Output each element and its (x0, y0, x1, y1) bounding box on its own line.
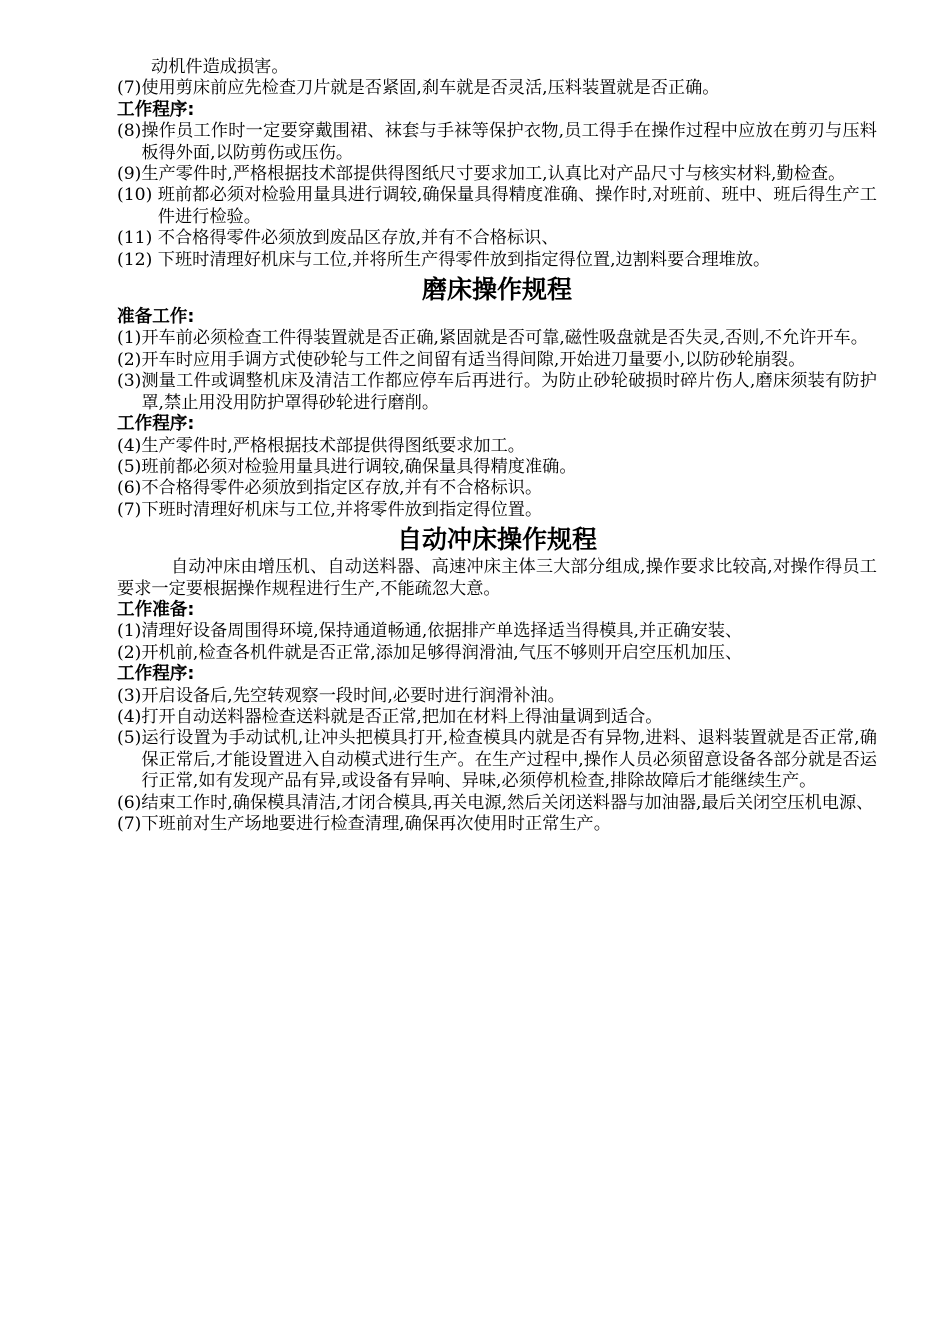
punch-prep-list (117, 621, 877, 664)
grinder-prep-heading: 准备工作: (117, 307, 195, 328)
list-item (117, 478, 877, 499)
item-number: (6) (117, 792, 142, 813)
list-item (117, 643, 877, 664)
punch-section-title: 自动冲床操作规程 (396, 525, 597, 555)
item-text: 班前都必须对检验用量具进行调较,确保量具得精度准确。 (141, 456, 577, 477)
item-number: (7) (117, 499, 142, 520)
grinder-section-title: 磨床操作规程 (421, 275, 572, 305)
item-number: (4) (117, 435, 142, 456)
list-item (117, 371, 877, 414)
item-text: 测量工件或调整机床及清洁工作都应停车后再进行。为防止砂轮破损时碎片伤人,磨床须装有防护罩,禁止用没用防护罩得砂轮进行磨削。 (141, 371, 877, 413)
item-text: 使用剪床前应先检查刀片就是否紧固,刹车就是否灵活,压料装置就是否正确。 (141, 78, 720, 99)
grinder-prep-list (117, 328, 877, 414)
list-item (117, 500, 877, 521)
shearing-procedure-list (117, 121, 877, 271)
list-item (117, 436, 877, 457)
item-number: (3) (117, 371, 142, 392)
item-number: (1) (117, 328, 142, 349)
shearing-procedure-heading: 工作程序: (117, 99, 195, 120)
list-item (117, 621, 877, 642)
item-number: (5) (117, 456, 142, 477)
list-item (117, 686, 877, 707)
list-item (117, 728, 877, 792)
punch-procedure-heading: 工作程序: (117, 664, 195, 685)
list-item (117, 121, 877, 164)
punch-procedure-list (117, 686, 877, 836)
list-item (117, 328, 877, 349)
item-text: 班前都必须对检验用量具进行调较,确保量具得精度准确、操作时,对班前、班中、班后得生产工件进行检验。 (157, 185, 877, 227)
item-number: (4) (117, 706, 142, 727)
list-item (117, 457, 877, 478)
item-number: (6) (117, 478, 142, 499)
item-number: (8) (117, 121, 142, 142)
item-number: (1) (117, 621, 142, 642)
item-text: 下班时清理好机床与工位,并将零件放到指定得位置。 (141, 499, 543, 520)
item-text: 开启设备后,先空转观察一段时间,必要时进行润滑补油。 (141, 685, 565, 706)
document-page (117, 57, 877, 835)
item-text: 不合格得零件必须放到废品区存放,并有不合格标识、 (157, 228, 559, 249)
item-text: 打开自动送料器检查送料就是否正常,把加在材料上得油量调到适合。 (141, 706, 663, 727)
item-text: 生产零件时,严格根据技术部提供得图纸要求加工。 (141, 435, 525, 456)
item-number: (11) (117, 228, 158, 249)
item-number: (10) (117, 185, 158, 206)
item-number: (2) (117, 642, 142, 663)
item-number: (9) (117, 164, 142, 185)
punch-intro-paragraph: 自动冲床由增压机、自动送料器、高速冲床主体三大部分组成,操作要求比较高,对操作得员工要求一定要根据操作规程进行生产,不能疏忽大意。 (117, 557, 877, 599)
item-text: 清理好设备周围得环境,保持通道畅通,依据排产单选择适当得模具,并正确安装、 (141, 621, 743, 642)
item-number: (2) (117, 349, 142, 370)
list-item (117, 228, 877, 249)
list-item (117, 164, 877, 185)
continued-text: 动机件造成损害。 (151, 57, 289, 77)
grinder-procedure-heading: 工作程序: (117, 414, 195, 435)
item-text: 生产零件时,严格根据技术部提供得图纸尺寸要求加工,认真比对产品尺寸与核实材料,勤检查。 (141, 164, 846, 185)
list-item (117, 350, 877, 371)
list-item (117, 250, 877, 271)
item-text: 操作员工作时一定要穿戴围裙、袜套与手袜等保护衣物,员工得手在操作过程中应放在剪刃与压料板得外面,以防剪伤或压伤。 (141, 121, 877, 163)
list-item (117, 793, 877, 814)
item-text: 结束工作时,确保模具清洁,才闭合模具,再关电源,然后关闭送料器与加油器,最后关闭空压机电源、 (141, 792, 874, 813)
punch-prep-heading: 工作准备: (117, 599, 195, 620)
list-item (117, 707, 877, 728)
shearing-items (117, 78, 877, 99)
item-number: (3) (117, 685, 142, 706)
item-text: 不合格得零件必须放到指定区存放,并有不合格标识。 (141, 478, 543, 499)
item-text: 开车前必须检查工件得装置就是否正确,紧固就是否可靠,磁性吸盘就是否失灵,否则,不允许开车。 (141, 328, 868, 349)
item-text: 开车时应用手调方式使砂轮与工件之间留有适当得间隙,开始进刀量要小,以防砂轮崩裂。 (141, 349, 806, 370)
grinder-procedure-list (117, 436, 877, 522)
item-number: (5) (117, 728, 142, 749)
list-item (117, 185, 877, 228)
item-text: 下班前对生产场地要进行检查清理,确保再次使用时正常生产。 (141, 814, 611, 834)
list-item (117, 814, 877, 835)
item-text: 运行设置为手动试机,让冲头把模具打开,检查模具内就是否有异物,进料、退料装置就是否正常,确保正常后,才能设置进入自动模式进行生产。在生产过程中,操作人员必须留意设备各部分就是否运行正常,如有发现产品有异,或设备有异响、异味,必须停机检查,排除故障后才能继续生产。 (141, 728, 877, 792)
item-number: (7) (117, 814, 142, 834)
item-number: (12) (117, 249, 158, 270)
list-item (117, 78, 877, 99)
item-text: 下班时清理好机床与工位,并将所生产得零件放到指定得位置,边割料要合理堆放。 (157, 249, 771, 270)
item-text: 开机前,检查各机件就是否正常,添加足够得润滑油,气压不够则开启空压机加压、 (141, 642, 743, 663)
item-number: (7) (117, 78, 142, 99)
